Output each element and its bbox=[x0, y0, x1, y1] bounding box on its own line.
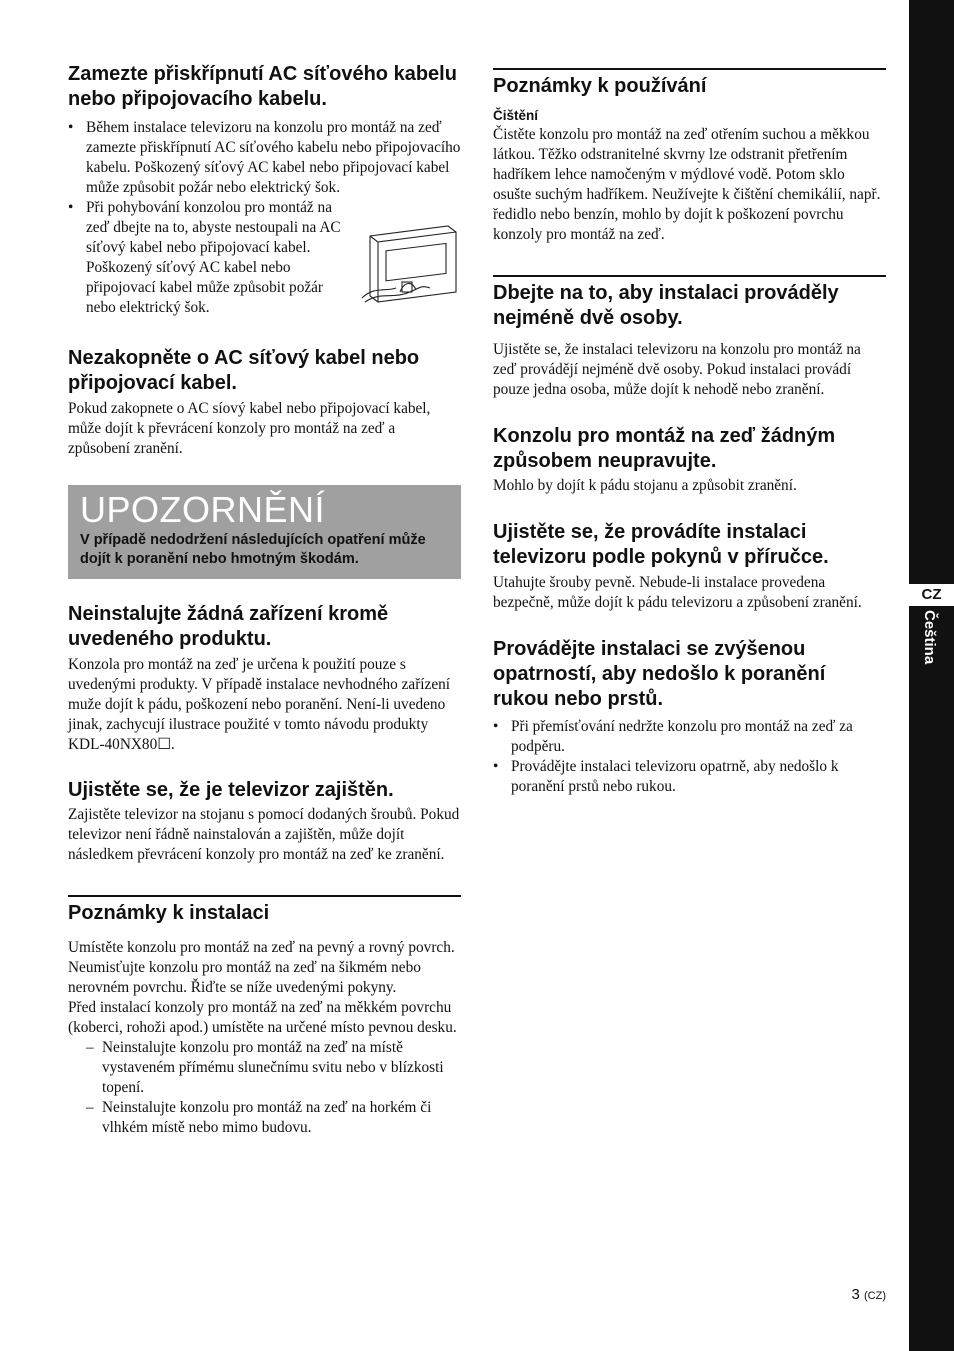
section-body: Konzola pro montáž na zeď je určena k použití pouze s uvedenými produkty. V případě instalace nevhodného zařízení muže dojít k pádu, poškození nebo poranění. Není-li uvedeno jinak, zachycují ilustrace použité v tomto návodu produkty KDL-40NX80☐. bbox=[68, 656, 451, 753]
section-heading: Poznámky k instalaci bbox=[68, 902, 270, 924]
section-heading: Nezakopněte o AC síťový kabel nebo připojovací kabel. bbox=[68, 347, 420, 394]
cable-illustration bbox=[360, 222, 460, 306]
right-column bbox=[493, 62, 886, 797]
section-body: Čistěte konzolu pro montáž na zeď otřením suchou a měkkou látkou. Těžko odstranitelné skvrny lze odstranit přetřením hadříkem lehce namočeným v mýdlové vodě. Potom sklo osušte suchým hadříkem. Neužívejte k čištění chemikálií, např. ředidlo nebo benzín, mohlo by dojít k poškození povrchu konzoly pro montáž na zeď. bbox=[493, 126, 881, 243]
section-body: Umístěte konzolu pro montáž na zeď na pevný a rovný povrch. Neumisťujte konzolu pro montáž na zeď na šikmém nebo nerovném povrchu. Řiďte se níže uvedenými pokyny. bbox=[68, 939, 455, 996]
section-subheading: Čištění bbox=[493, 108, 539, 123]
list-item: • Při přemísťování nedržte konzolu pro montáž na zeď za podpěru. bbox=[493, 718, 853, 755]
list-item: • Během instalace televizoru na konzolu pro montáž na zeď zamezte přiskřípnutí AC síťového kabelu nebo připojovacího kabelu. Poškozený síťový AC kabel nebo připojovací kabel může způsobit požár nebo elektrický šok. bbox=[68, 119, 461, 196]
section-body: Zajistěte televizor na stojanu s pomocí dodaných šroubů. Pokud televizor není řádně nainstalován a zajištěn, může dojít následkem převrácení konzoly pro montáž na zeď ke zranění. bbox=[68, 806, 460, 863]
page-number: 3 (CZ) bbox=[851, 1286, 886, 1303]
list-item: – Neinstalujte konzolu pro montáž na zeď na místě vystaveném přímému slunečnímu svitu nebo v blízkosti topení. bbox=[86, 1039, 444, 1096]
section-cable-pinch bbox=[68, 62, 461, 318]
section-heading: Ujistěte se, že provádíte instalaci televizoru podle pokynů v příručce. bbox=[493, 521, 829, 568]
section-no-other-devices bbox=[68, 602, 461, 755]
tv-stand-cable-icon bbox=[360, 222, 460, 306]
warning-title: UPOZORNĚNÍ bbox=[80, 489, 326, 530]
warning-subtitle: V případě nedodržení následujících opatření může dojít k poranění nebo hmotným škodám. bbox=[80, 532, 426, 567]
section-body: Pokud zakopnete o AC síový kabel nebo připojovací kabel, může dojít k převrácení konzoly pro montáž na zeď a způsobení zranění. bbox=[68, 400, 431, 457]
section-body: Utahujte šrouby pevně. Nebude-li instalace provedena bezpečně, může dojít k pádu televizoru a způsobení zranění. bbox=[493, 574, 862, 611]
section-heading: Dbejte na to, aby instalaci prováděly nejméně dvě osoby. bbox=[493, 282, 839, 329]
section-heading: Provádějte instalaci se zvýšenou opatrností, aby nedošlo k poranění rukou nebo prstů. bbox=[493, 638, 826, 710]
section-heading: Neinstalujte žádná zařízení kromě uvedeného produktu. bbox=[68, 603, 389, 650]
section-tv-secured bbox=[68, 778, 461, 865]
section-heading: Poznámky k používání bbox=[493, 75, 707, 97]
section-two-persons bbox=[493, 275, 886, 400]
left-column bbox=[68, 62, 461, 1138]
section-trip-cable bbox=[68, 346, 461, 459]
warning-box bbox=[68, 485, 461, 579]
section-body: Ujistěte se, že instalaci televizoru na konzolu pro montáž na zeď provádějí nejméně dvě osoby. Pokud instalaci provádí pouze jedna osoba, může dojít k nehodě nebo zranění. bbox=[493, 341, 861, 398]
section-heading: Konzolu pro montáž na zeď žádným způsobem neupravujte. bbox=[493, 425, 836, 472]
section-body: Mohlo by dojít k pádu stojanu a způsobit zranění. bbox=[493, 477, 797, 494]
section-heading: Zamezte přiskřípnutí AC síťového kabelu nebo připojovacího kabelu. bbox=[68, 63, 457, 110]
section-body: Před instalací konzoly pro montáž na zeď na měkkém povrchu (koberci, rohoži apod.) umístěte na určené místo pevnou desku. bbox=[68, 999, 457, 1036]
section-no-modify bbox=[493, 424, 886, 496]
list-item: – Neinstalujte konzolu pro montáž na zeď na horkém či vlhkém místě nebo mimo budovu. bbox=[86, 1099, 432, 1136]
section-follow-manual bbox=[493, 520, 886, 613]
language-code-badge: CZ bbox=[909, 584, 954, 606]
section-install-notes bbox=[68, 895, 461, 1138]
section-heading: Ujistěte se, že je televizor zajištěn. bbox=[68, 779, 394, 801]
list-item: • Při pohybování konzolou pro montáž na zeď dbejte na to, abyste nestoupali na AC síťový kabel nebo připojovací kabel. Poškozený síťový AC kabel nebo připojovací kabel může způsobit požár nebo elektrický šok. bbox=[68, 199, 341, 316]
section-usage-notes bbox=[493, 68, 886, 245]
language-label: Čeština bbox=[921, 610, 938, 665]
section-careful bbox=[493, 637, 886, 797]
list-item: • Provádějte instalaci televizoru opatrně, aby nedošlo k poranění prstů nebo rukou. bbox=[493, 758, 839, 795]
